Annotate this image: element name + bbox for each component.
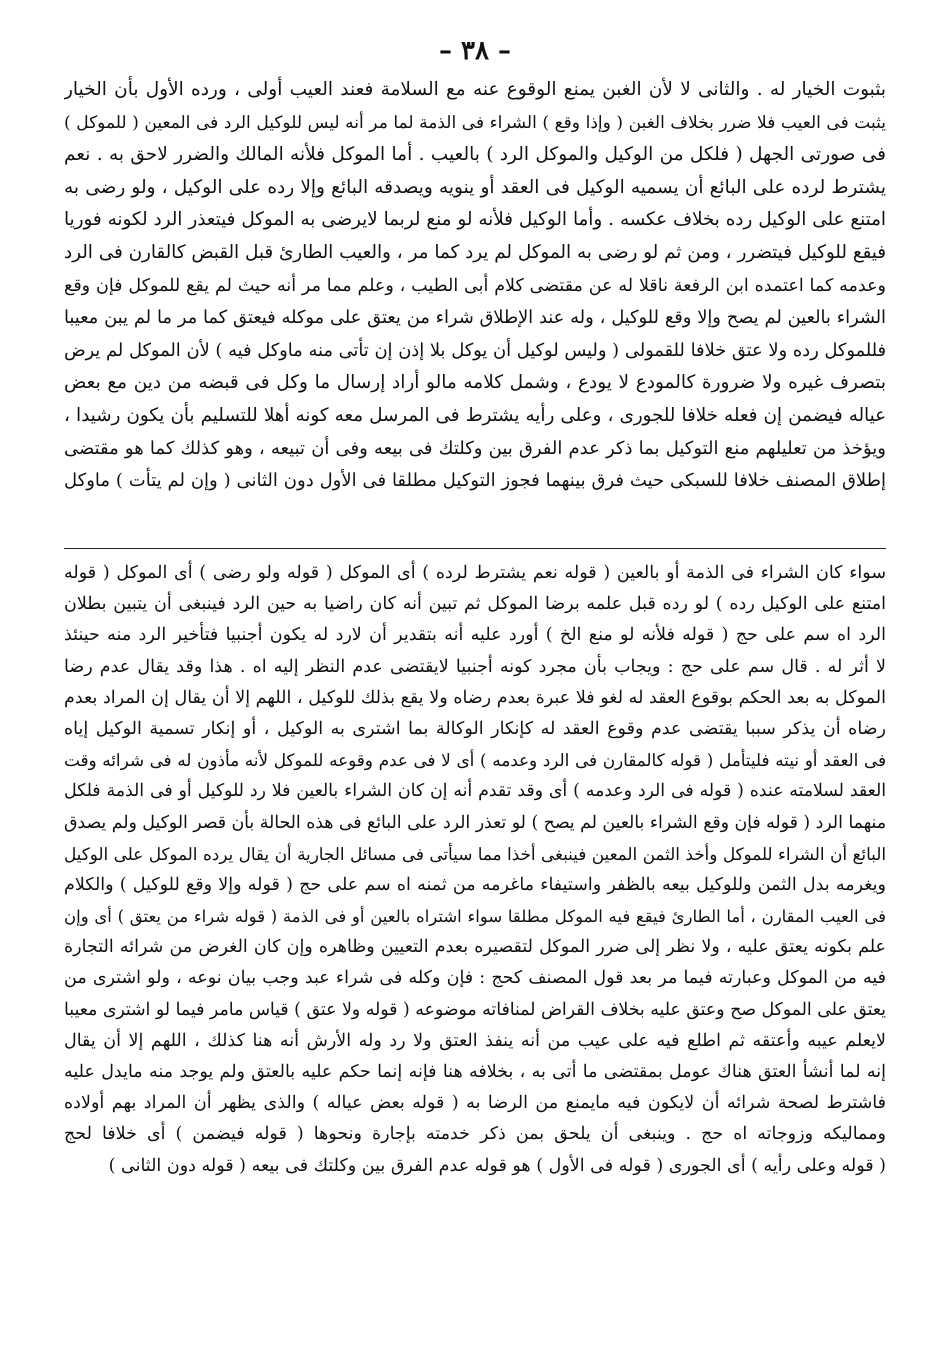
commentary-line: ( قوله وعلى رأيه ) أى الجورى ( قوله فى الأول ) هو قوله عدم الفرق بين وكلتك فى بيعه ( قوله دون الثانى ): [108, 1155, 886, 1176]
main-text-line: وعدمه كما اعتمده ابن الرفعة ناقلا له عن مقتضى كلام أبى الطيب ، وعلم مما مر أنه حيث لم يقع للموكل فإن وقع: [64, 275, 886, 296]
commentary-line: لا أثر له . قال سم على حج : ويجاب بأن مجرد كونه أجنبيا لايقتضى عدم النظر إليه اه . هذا وقد يقال عدم رضا: [64, 656, 886, 677]
section-divider: [64, 548, 886, 549]
commentary-line: لايعلم عيبه وأعتقه ثم اطلع فيه على عيب من أنه ينفذ العتق ولا رد وله الأرش أنه هنا كذلك ، اللهم إلا أن يقال: [64, 1030, 886, 1051]
main-text-block: [64, 74, 886, 498]
commentary-line: يعتق على الموكل صح وعتق عليه بخلاف القراض لمنافاته موضوعه ( قوله ولا عتق ) قياس مامر فيما لو اشترى معيبا: [64, 999, 886, 1020]
main-text-line: امتنع على الوكيل رده بخلاف عكسه . وأما الوكيل فلأنه لو منع لربما لايرضى به الموكل فيتعذر الرد لكونه فوريا: [64, 209, 886, 231]
commentary-line: منهما الرد ( قوله فإن وقع الشراء بالعين لم يصح ) لو تعذر الرد على البائع فى هذه الحالة بأن قصر الوكيل ولم يصدق: [64, 812, 886, 833]
commentary-line: ومماليكه وزوجاته اه حج . وينبغى أن يلحق بمن ذكر خدمته بإجارة ونحوها ( قوله فيضمن ) أى خلافا لحج: [64, 1124, 886, 1145]
main-text-line: يشترط لرده على البائع أن يسميه الوكيل فى العقد أو ينويه ويصدقه البائع وإلا رده على الوكيل ، ولو رضى به: [64, 176, 886, 198]
commentary-line: امتنع على الوكيل رده ) لو رده قبل علمه برضا الموكل ثم تبين أنه كان راضيا به حين الرد فينبغى أن يتبين بطلان: [64, 594, 886, 615]
main-text-line: بثبوت الخيار له . والثانى لا لأن الغبن يمنع الوقوع عنه مع السلامة فعند العيب أولى ، ورده الأول بأن الخيار: [64, 79, 886, 100]
main-text-line: فى صورتى الجهل ( فلكل من الوكيل والموكل الرد ) بالعيب . أما الموكل فلأنه المالك والضرر لاحق به . نعم: [64, 144, 886, 166]
commentary-line: الرد اه سم على حج ( قوله فلأنه لو منع الخ ) أورد عليه أنه بتقدير أن لارد له يكون أجنبيا فتأخير الرد منه حينئذ: [64, 625, 886, 646]
commentary-line: سواء كان الشراء فى الذمة أو بالعين ( قوله نعم يشترط لرده ) أى الموكل ( قوله ولو رضى ) أى الموكل ( قوله: [64, 563, 886, 583]
main-text-line: يثبت فى العيب فلا ضرر بخلاف الغبن ( وإذا وقع ) الشراء فى الذمة لما مر أنه ليس للوكيل الرد فى المعين ( للموكل ): [64, 112, 886, 133]
main-text-line: فيقع للوكيل فيتضرر ، ومن ثم لو رضى به الموكل لم يرد كما مر ، والعيب الطارئ قبل القبض كالقارن فى الرد: [64, 241, 886, 263]
commentary-line: ويغرمه بدل الثمن وللوكيل بيعه بالظفر واستيفاء ماغرمه من ثمنه اه سم على حج ( قوله وإلا وقع للوكيل ) والكلام: [64, 874, 886, 895]
commentary-line: فى العقد أو نيته فليتأمل ( قوله كالمقارن فى الرد وعدمه ) أى لا فى عدم وقوعه للموكل لأنه مأذون له فى شرائه وقت: [64, 750, 886, 771]
commentary-line: البائع أن الشراء للموكل وأخذ الثمن المعين فينبغى أخذا مما سيأتى فى مسائل الجارية أن يقال يرده الموكل على الوكيل: [64, 843, 886, 864]
main-text-line: عياله فيضمن إن فعله خلافا للجورى ، وعلى رأيه يشترط فى المرسل معه كونه أهلا للتسليم بأن يكون رشيدا ،: [64, 404, 886, 426]
page-number: – ٣٨ –: [438, 36, 512, 66]
commentary-line: فى العيب المقارن ، أما الطارئ فيقع فيه الموكل مطلقا سواء اشتراه بالعين أو فى الذمة ( قوله شراء من يعتق ) أى وإن: [64, 907, 886, 927]
commentary-line: رضاه أن يذكر سببا يقتضى عدم وقوع العقد له كإنكار الوكالة بما اشترى به الوكيل ، أو إنكار تسمية الوكيل إياه: [64, 718, 886, 739]
book-page: [64, 0, 886, 1371]
commentary-line: الموكل به بعد الحكم بوقوع العقد له لغو فلا عبرة بعدم رضاه ولا يقع بذلك للوكيل ، اللهم إلا أن يقال إن المراد بعدم: [64, 687, 886, 708]
commentary-block: [64, 558, 886, 1182]
commentary-line: فيه من الموكل وعبارته فيما مر بعد قول المصنف كحج : فإن وكله فى شراء عبد وجب بيان نوعه ، ولو اشترى من: [64, 968, 886, 989]
main-text-line: فللموكل رده ولا عتق خلافا للقمولى ( وليس لوكيل أن يوكل بلا إذن إن تأتى منه ماوكل فيه ) لأن الموكل لم يرض: [64, 340, 886, 361]
commentary-line: فاشترط لصحة شرائه أن لايكون فيه مايمنع من الرضا به ( قوله بعض عياله ) والذى يظهر أن المراد بهم أولاده: [64, 1093, 886, 1114]
main-text-line: بتصرف غيره ولا ضرورة كالمودع لا يودع ، وشمل كلامه مالو أراد إرسال ما وكل فى قبضه من دين مع بعض: [64, 372, 886, 394]
commentary-line: إنه لما أنشأ العتق هناك عومل بمقتضى ما أتى به ، بخلافه هنا فإنه إنما حكم عليه بالعتق ولم يوجد منه مايدل عليه: [64, 1062, 886, 1082]
commentary-line: علم بكونه يعتق عليه ، ولا نظر إلى ضرر الموكل لتقصيره بعدم التعيين وظاهره وإن كان الغرض من شرائه التجارة: [64, 937, 886, 958]
main-text-line: الشراء بالعين لم يصح وإلا وقع للوكيل ، وله عند الإطلاق شراء من يعتق على موكله فيعتق كما مر ما لم يبن معيبا: [64, 308, 886, 329]
main-text-line: ويؤخذ من تعليلهم منع التوكيل بما ذكر عدم الفرق بين وكلتك فى بيعه وفى أن تبيعه ، وهو كذلك كما هو مقتضى: [64, 437, 886, 459]
main-text-line: إطلاق المصنف خلافا للسبكى حيث فرق بينهما فجوز التوكيل مطلقا فى الأول دون الثانى ( وإن لم يتأت ) ماوكل: [64, 470, 886, 492]
commentary-line: العقد لسلامته عنده ( قوله فى الرد وعدمه ) أى وقد تقدم أنه إن كان الشراء بالعين فلا رد للوكيل أو فى الذمة فلكل: [64, 781, 886, 802]
